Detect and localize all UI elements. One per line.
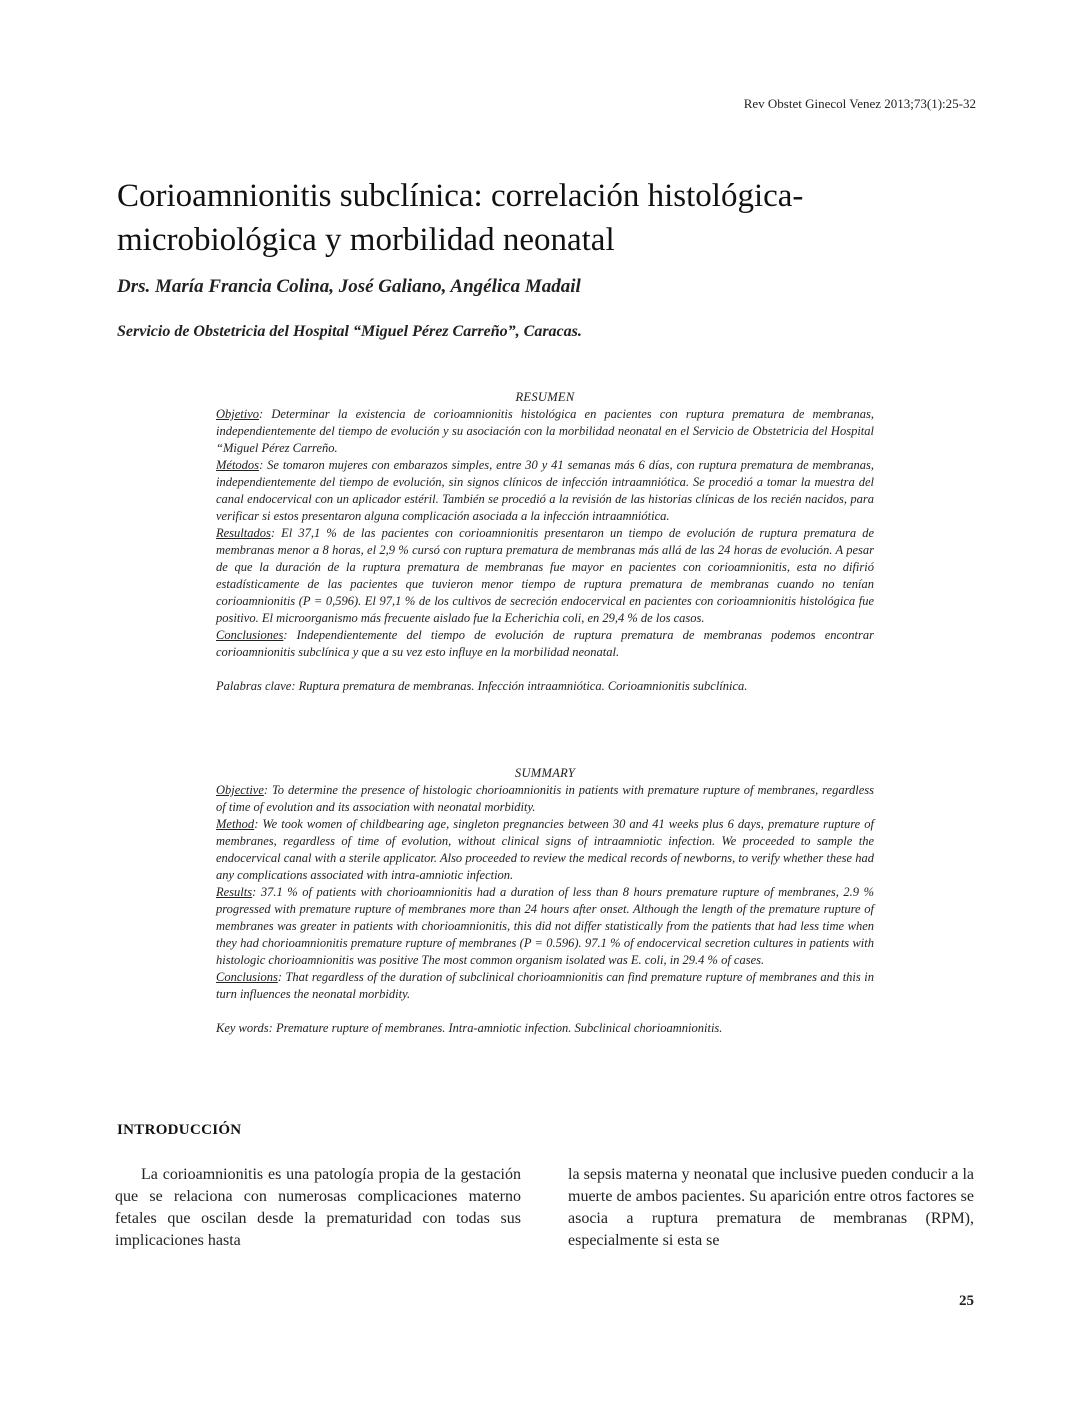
objetivo-text: : Determinar la existencia de corioamnionitis histológica en pacientes con ruptura prematura de membranas, independientemente del tiempo de evolución y su asociación con la morbilidad neonatal en el Servicio de Obstetricia del Hospital “Miguel Pérez Carreño.: [216, 407, 874, 455]
summary-keywords: Key words: Premature rupture of membranes. Intra-amniotic infection. Subclinical chorioamnionitis.: [216, 1021, 723, 1035]
summary-block: [216, 765, 874, 1037]
objetivo-label: Objetivo: [216, 407, 260, 421]
results-label: Results: [216, 885, 253, 899]
resumen-objetivo: [216, 406, 874, 457]
summary-conclusions: [216, 969, 874, 1003]
conclusions-label: Conclusions: [216, 970, 278, 984]
conclusiones-text: : Independientemente del tiempo de evolución de ruptura prematura de membranas podemos encontrar corioamnionitis subclínica y que a su vez esto influye en la morbilidad neonatal.: [216, 628, 874, 659]
conclusions-text: : That regardless of the duration of subclinical chorioamnionitis can find premature rupture of membranes and this in turn influences the neonatal morbidity.: [216, 970, 874, 1001]
summary-objective: [216, 782, 874, 816]
metodos-label: Métodos: [216, 458, 260, 472]
resumen-conclusiones: [216, 627, 874, 661]
resultados-label: Resultados: [216, 526, 271, 540]
resumen-keywords: Palabras clave: Ruptura prematura de membranas. Infección intraamniótica. Corioamnionitis subclínica.: [216, 679, 748, 693]
article-affiliation: Servicio de Obstetricia del Hospital “Miguel Pérez Carreño”, Caracas.: [117, 323, 582, 340]
resumen-resultados: [216, 525, 874, 627]
page-number: 25: [959, 1293, 974, 1309]
body-column-left: [115, 1164, 521, 1252]
summary-heading: SUMMARY: [514, 766, 576, 780]
resumen-block: [216, 389, 874, 695]
method-text: : We took women of childbearing age, singleton pregnancies between 30 and 41 weeks plus 6 days, premature rupture of membranes, regardless of time of evolution, without clinical signs of intraamniotic infection. We proceeded to sample the endocervical canal with a sterile applicator. Also proceeded to review the medical records of newborns, to verify whether these had any complications associated with intra-amniotic infection.: [216, 817, 874, 882]
resultados-text: : El 37,1 % de las pacientes con corioamnionitis presentaron un tiempo de evolución de ruptura prematura de membranas menor a 8 horas, el 2,9 % cursó con ruptura prematura de membranas más allá de las 24 horas de evolución. A pesar de que la duración de la ruptura prematura de membranas fue mayor en pacientes con corioamnionitis, esta no difirió estadísticamente de las pacientes que tuvieron menor tiempo de ruptura prematura de membranas cuando no tenían corioamnionitis (P = 0,596). El 97,1 % de los cultivos de secreción endocervical en pacientes con corioamnionitis histológica fue positivo. El microorganismo más frecuente aislado fue la Echerichia coli, en 29,4 % de los casos.: [216, 526, 874, 625]
body-paragraph-left: La corioamnionitis es una patología propia de la gestación que se relaciona con numerosas complicaciones materno fetales que oscilan desde la prematuridad con todas sus implicaciones hasta: [115, 1166, 521, 1249]
objective-label: Objective: [216, 783, 264, 797]
section-heading-introduccion: INTRODUCCIÓN: [117, 1122, 242, 1138]
journal-reference: Rev Obstet Ginecol Venez 2013;73(1):25-32: [743, 96, 976, 111]
summary-method: [216, 816, 874, 884]
method-label: Method: [216, 817, 255, 831]
objective-text: : To determine the presence of histologic chorioamnionitis in patients with premature rupture of membranes, regardless of time of evolution and its association with neonatal morbidity.: [216, 783, 874, 814]
results-text: : 37.1 % of patients with chorioamnionitis had a duration of less than 8 hours premature rupture of membranes, 2.9 % progressed with premature rupture of membranes more than 24 hours after onset. Although the length of the premature rupture of membranes was greater in patients with chorioamnionitis, this did not differ statistically from the patients that had less time when they had chorioamnionitis premature rupture of membranes (P = 0.596). 97.1 % of endocervical secretion cultures in patients with histologic chorioamnionitis was positive The most common organism isolated was E. coli, in 29.4 % of cases.: [216, 885, 874, 967]
metodos-text: : Se tomaron mujeres con embarazos simples, entre 30 y 41 semanas más 6 días, con ruptura prematura de membranas, independientemente del tiempo de evolución, sin signos clínicos de infección intraamniótica. Se procedió a tomar la muestra del canal endocervical con un aplicador estéril. También se procedió a la revisión de las historias clínicas de los recién nacidos, para verificar si estos presentaron alguna complicación asociada a la infección intraamniótica.: [216, 458, 874, 523]
article-authors: Drs. María Francia Colina, José Galiano, Angélica Madail: [117, 276, 581, 297]
summary-results: [216, 884, 874, 969]
resumen-metodos: [216, 457, 874, 525]
resumen-heading: RESUMEN: [515, 390, 575, 404]
conclusiones-label: Conclusiones: [216, 628, 284, 642]
article-title: Corioamnionitis subclínica: correlación histológica-microbiológica y morbilidad neonatal: [117, 178, 804, 258]
body-paragraph-right: la sepsis materna y neonatal que inclusive pueden conducir a la muerte de ambos pacientes. Su aparición entre otros factores se asocia a ruptura prematura de membranas (RPM), especialmente si esta se: [568, 1166, 974, 1249]
body-column-right: [568, 1164, 974, 1252]
